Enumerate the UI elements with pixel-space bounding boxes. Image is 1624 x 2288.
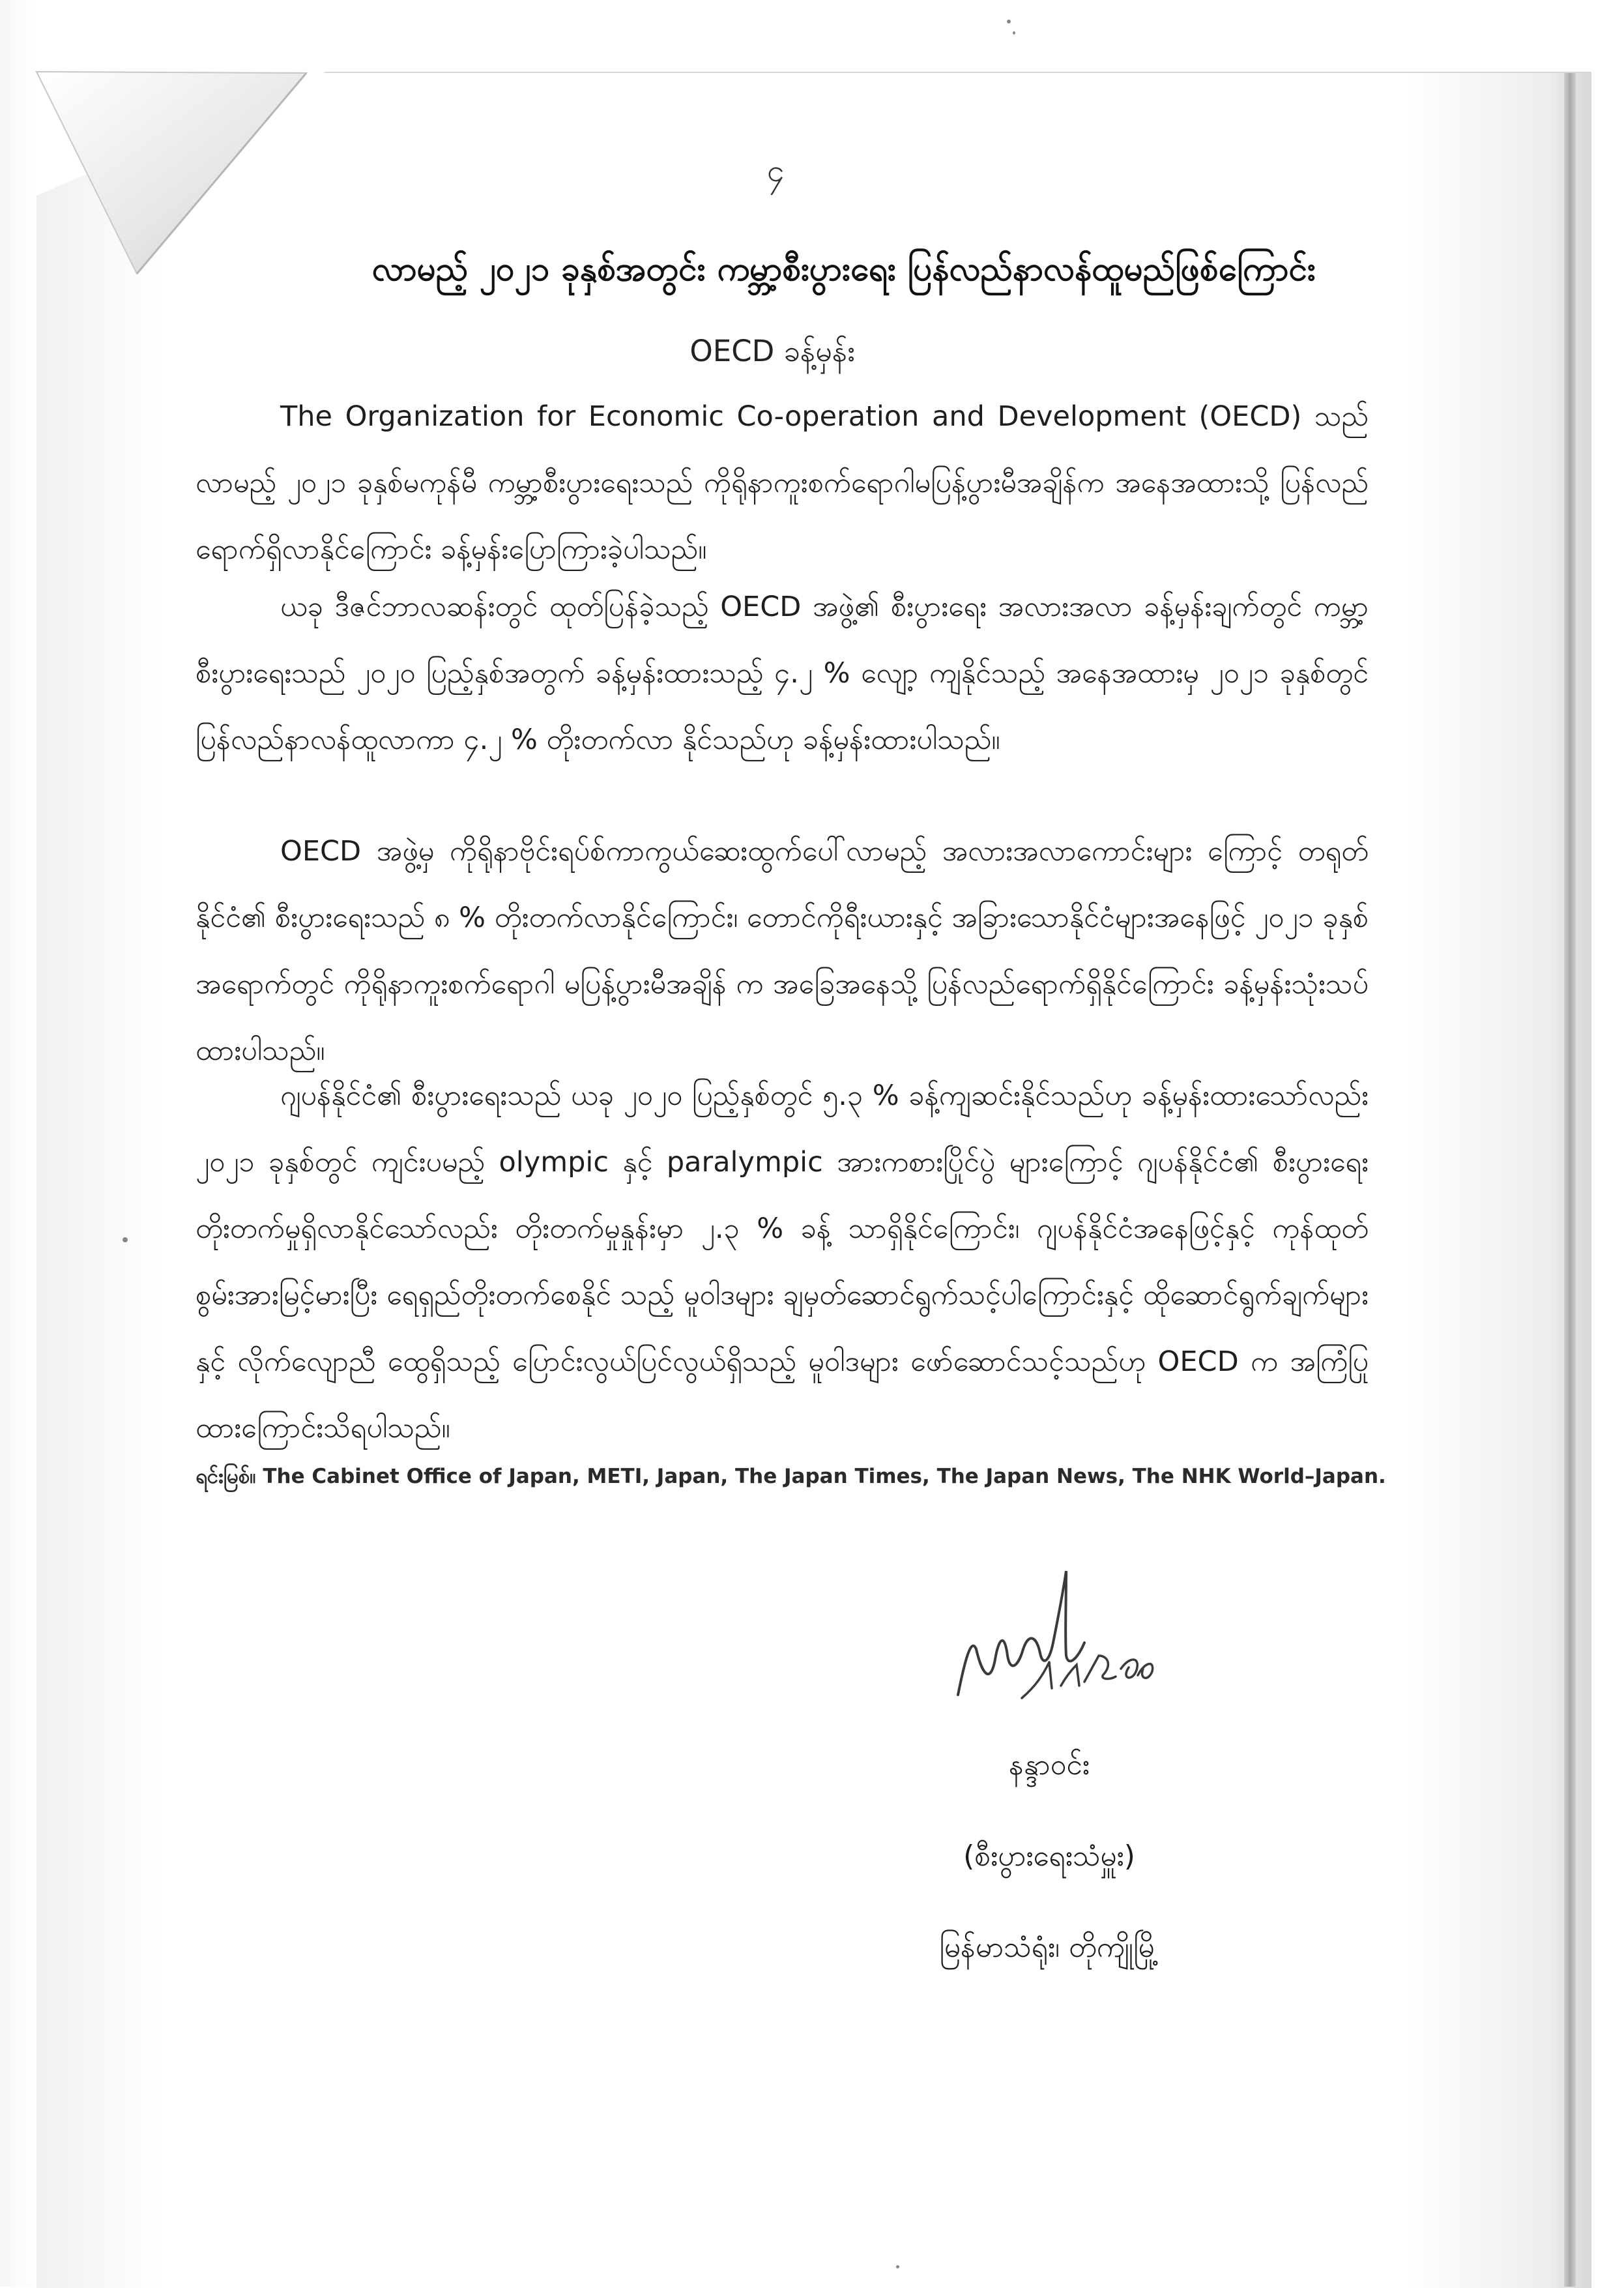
scan-left-shadow: [0, 0, 36, 2287]
paragraph-oecd-forecast: The Organization for Economic Co-operation and Development (OECD) သည် လာမည့် ၂၀၂၁ ခုနှစ်မကုန်မီ ကမ္ဘာ့စီးပွားရေးသည် ကိုရိုနာကူးစက်ရောဂါမပြန့်ပွားမီအချိန်က အနေအထားသို့ ပြန်လည်ရောက်ရှိလာနိုင်ကြောင်း ခန့်မှန်းပြောကြားခဲ့ပါသည်။: [196, 400, 1369, 566]
scan-speck: [896, 2265, 899, 2268]
page-number: ၄: [766, 153, 785, 189]
signatory-role: (စီးပွားရေးသံမှူး): [963, 1840, 1135, 1873]
sheet-right-edge: [1564, 73, 1576, 2287]
signatory-name: နန္ဒာဝင်း: [1009, 1748, 1090, 1782]
paragraph-japan-economy: ဂျပန်နိုင်ငံ၏ စီးပွားရေးသည် ယခု ၂၀၂၀ ပြည့်နှစ်တွင် ၅.၃ % ခန့်ကျဆင်းနိုင်သည်ဟု ခန့်မှန်းထားသော်လည်း ၂၀၂၁ ခုနှစ်တွင် ကျင်းပမည့် olympic နှင့် paralympic အားကစားပြိုင်ပွဲ များကြောင့် ဂျပန်နိုင်ငံ၏ စီးပွားရေး တိုးတက်မှုရှိလာနိုင်သော်လည်း တိုးတက်မှုနှုန်းမှာ ၂.၃ % ခန့် သာရှိနိုင်ကြောင်း၊ ဂျပန်နိုင်ငံအနေဖြင့်နှင့် ကုန်ထုတ်စွမ်းအားမြင့်မားပြီး ရေရှည်တိုးတက်စေနိုင် သည့် မူဝါဒများ ချမှတ်ဆောင်ရွက်သင့်ပါကြောင်းနှင့် ထိုဆောင်ရွက်ချက်များနှင့် လိုက်လျောညီ ထွေရှိသည့် ပြောင်းလွယ်ပြင်လွယ်ရှိသည့် မူဝါဒများ ဖော်ဆောင်သင့်သည်ဟု OECD က အကြံပြု ထားကြောင်းသိရပါသည်။: [196, 1079, 1369, 1445]
scan-speck: [1007, 20, 1011, 23]
scan-speck: [123, 1237, 128, 1242]
paragraph-vaccine-china: OECD အဖွဲ့မှ ကိုရိုနာဗိုင်းရပ်စ်ကာကွယ်ဆေးထွက်ပေါ်လာမည့် အလားအလာကောင်းများ ကြောင့် တရုတ်နိုင်ငံ၏ စီးပွားရေးသည် ၈ % တိုးတက်လာနိုင်ကြောင်း၊ တောင်ကိုရီးယားနှင့် အခြားသောနိုင်ငံများအနေဖြင့် ၂၀၂၁ ခုနှစ်အရောက်တွင် ကိုရိုနာကူးစက်ရောဂါ မပြန့်ပွားမီအချိန် က အခြေအနေသို့ ပြန်လည်ရောက်ရှိနိုင်ကြောင်း ခန့်မှန်းသုံးသပ်ထားပါသည်။: [196, 835, 1369, 1067]
paragraph-global-outlook: ယခု ဒီဇင်ဘာလဆန်းတွင် ထုတ်ပြန်ခဲ့သည့် OECD အဖွဲ့၏ စီးပွားရေး အလားအလာ ခန့်မှန်းချက်တွင် ကမ္ဘာ့စီးပွားရေးသည် ၂၀၂၀ ပြည့်နှစ်အတွက် ခန့်မှန်းထားသည့် ၄.၂ % လျော့ ကျနိုင်သည့် အနေအထားမှ ၂၀၂၁ ခုနှစ်တွင် ပြန်လည်နာလန်ထူလာကာ ၄.၂ % တိုးတက်လာ နိုင်သည်ဟု ခန့်မှန်းထားပါသည်။: [196, 591, 1369, 756]
handwritten-signature: [945, 1558, 1160, 1727]
document-subtitle: OECD ခန့်မှန်း: [689, 334, 855, 368]
source-citation: ရင်းမြစ်။ The Cabinet Office of Japan, METI, Japan, The Japan Times, The Japan News, The NHK World–Japan.: [196, 1465, 1386, 1488]
scan-speck: [1013, 31, 1015, 35]
document-title: လာမည့် ၂၀၂၁ ခုနှစ်အတွင်း ကမ္ဘာ့စီးပွားရေး ပြန်လည်နာလန်ထူမည်ဖြစ်ကြောင်း: [372, 250, 1316, 289]
signatory-office: မြန်မာသံရုံး၊ တိုကျိုမြို့: [939, 1931, 1159, 1964]
